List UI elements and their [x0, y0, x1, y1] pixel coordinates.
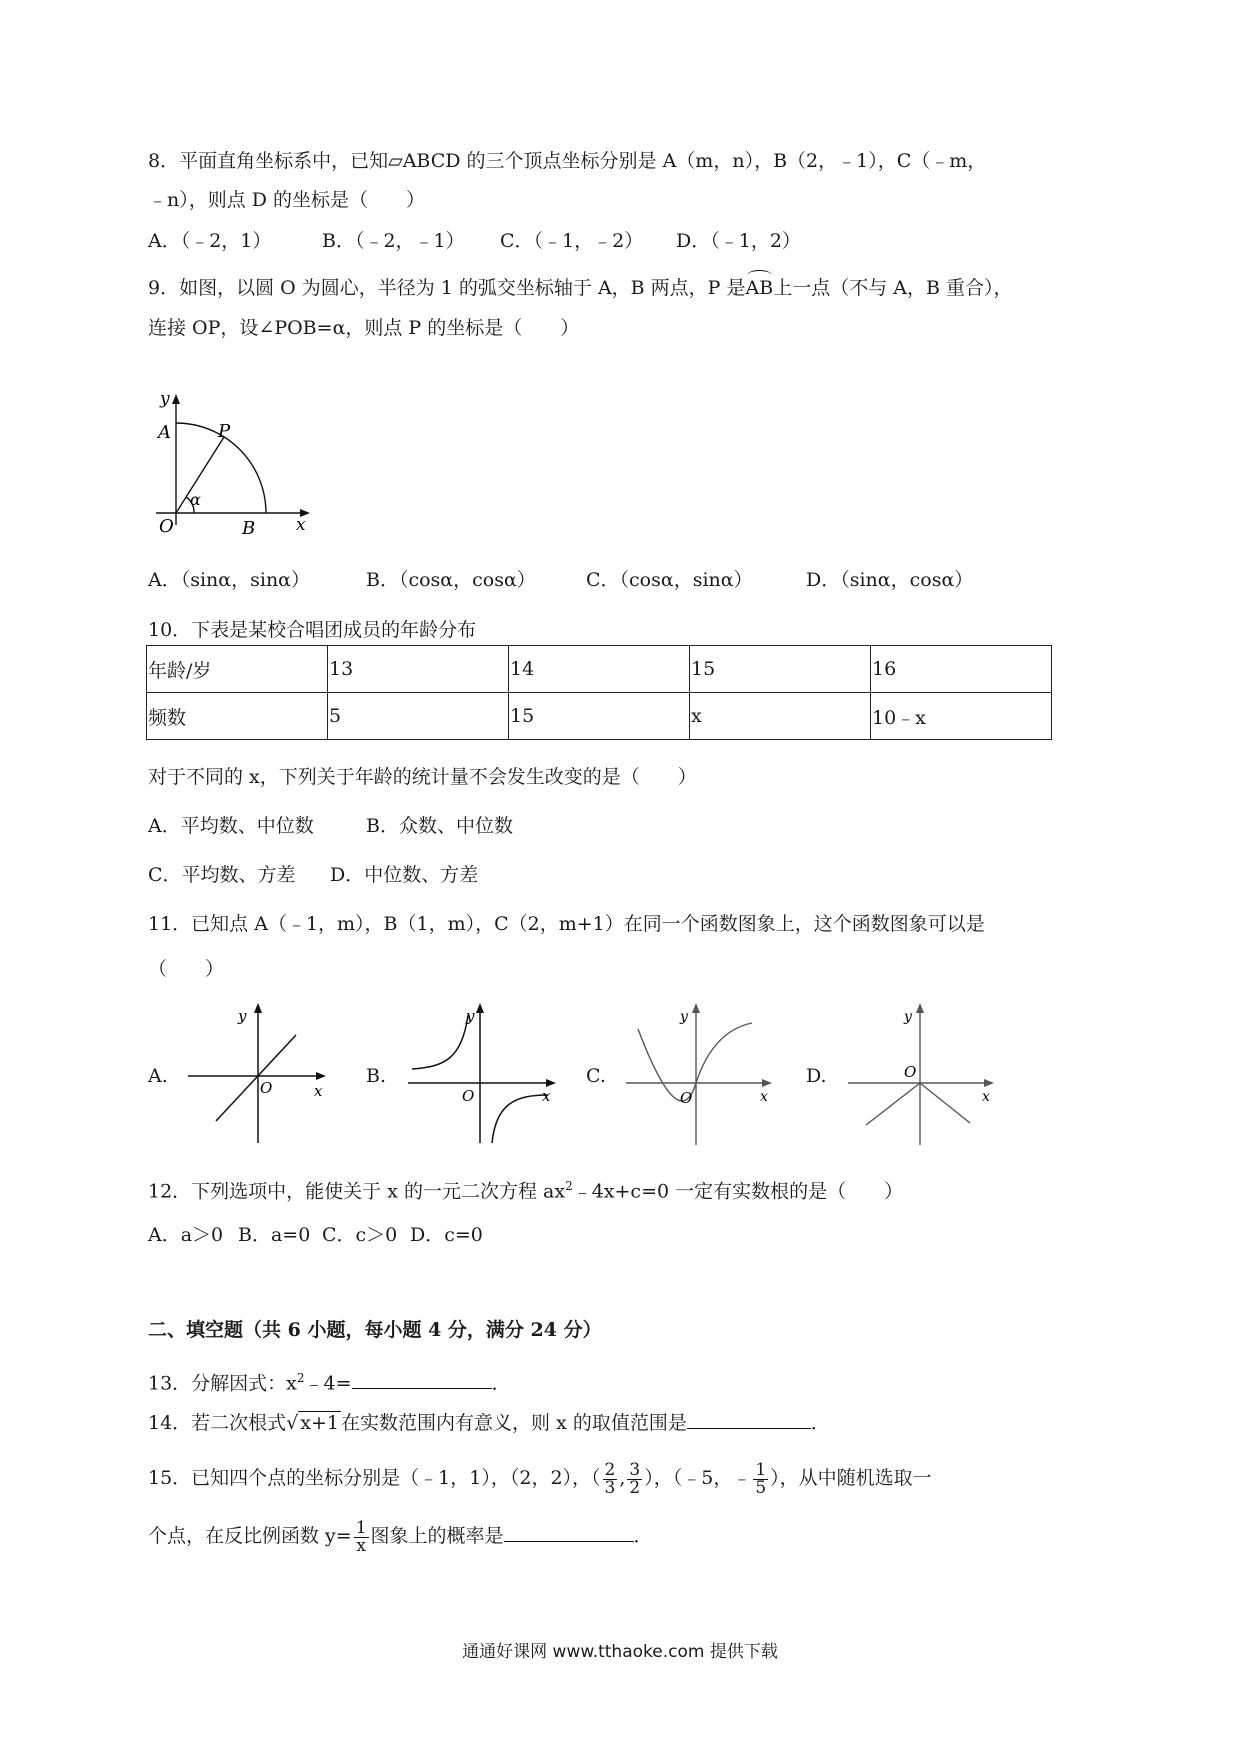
q10-option-d: D．中位数、方差 [330, 864, 479, 886]
q13-end: ． [491, 1372, 511, 1395]
table-cell: 10﹣x [871, 693, 1052, 740]
q9-line2: 连接 OP，设∠POB=α，则点 P 的坐标是（ ） [148, 317, 580, 339]
fraction-denominator: 3 [604, 1477, 616, 1498]
q9-line1-b: 上一点（不与 A，B 重合）， [773, 277, 1013, 299]
table-row [147, 646, 1052, 693]
table-cell: x [690, 693, 871, 740]
fraction-numerator: 3 [629, 1459, 641, 1480]
q9-fig-b-label: B [242, 518, 256, 539]
q9-option-c: C．（cosα，sinα） [586, 569, 753, 591]
q11d-y-label: y [904, 1009, 912, 1025]
q11-graph-b [404, 1003, 556, 1148]
table-cell: 频数 [147, 693, 328, 740]
q8-line2: ﹣n），则点 D 的坐标是（ ） [148, 189, 426, 211]
fraction-2-3 [603, 1459, 618, 1498]
q10-option-a: A．平均数、中位数 [148, 815, 314, 837]
q11-graph-d [844, 1003, 994, 1148]
q10-line1: 10．下表是某校合唱团成员的年龄分布 [148, 619, 477, 641]
q13-text-a: 13．分解因式：x [148, 1372, 297, 1395]
q9-option-d: D．（sinα，cosα） [806, 569, 974, 591]
q13-answer-blank[interactable] [352, 1370, 492, 1389]
q15-line2-a: 个点，在反比例函数 y= [148, 1525, 352, 1547]
page-footer: 通通好课网 www.tthaoke.com 提供下载 [462, 1642, 778, 1662]
sqrt-symbol: √ x+1 [286, 1412, 340, 1434]
q9-figure [146, 390, 316, 540]
q11c-x-label: x [760, 1089, 768, 1105]
q11-graph-a [186, 1003, 326, 1148]
q15-comma: , [619, 1467, 626, 1489]
table-cell: 5 [328, 693, 509, 740]
q11-option-a: A. [148, 1065, 168, 1087]
q11-line1: 11．已知点 A（﹣1，m），B（1，m），C（2，m+1）在同一个函数图象上，这个函数图象可以是 [148, 913, 985, 935]
q8-option-d: D．（﹣1，2） [676, 230, 801, 252]
q13-exponent: 2 [296, 1371, 305, 1385]
q15-answer-blank[interactable] [504, 1523, 634, 1542]
q9-option-a: A．（sinα，sinα） [148, 569, 311, 591]
q9-line1-a: 9．如图，以圆 O 为圆心，半径为 1 的弧交坐标轴于 A，B 两点，P 是 [148, 277, 746, 299]
q10-line2: 对于不同的 x，下列关于年龄的统计量不会发生改变的是（ ） [148, 766, 697, 788]
q12-option-c: C．c＞0 [322, 1224, 398, 1246]
q12-option-a: A．a＞0 [148, 1224, 224, 1246]
arc-ab-symbol: AB [745, 277, 774, 299]
q10-option-c: C．平均数、方差 [148, 864, 296, 886]
fraction-denominator: 5 [755, 1477, 767, 1498]
q9-fig-a-label: A [158, 422, 171, 443]
table-row [147, 693, 1052, 740]
q11-option-b: B. [366, 1065, 387, 1087]
q15-end: ． [633, 1525, 653, 1547]
q9-fig-y-label: y [160, 390, 170, 409]
fraction-numerator: 1 [355, 1517, 367, 1538]
q11a-origin-label: O [260, 1079, 273, 1097]
age-distribution-table [146, 645, 1052, 740]
q8-option-a: A．（﹣2，1） [148, 230, 272, 252]
table-cell: 14 [509, 646, 690, 693]
section-2-heading: 二、填空题（共 6 小题，每小题 4 分，满分 24 分） [148, 1319, 602, 1341]
q12-option-d: D．c=0 [410, 1224, 483, 1246]
q11-option-d: D. [806, 1065, 827, 1087]
q11-line2: （ ） [148, 958, 225, 980]
table-cell: 年龄/岁 [147, 646, 328, 693]
q13-line [148, 1366, 511, 1395]
q8-line1: 8．平面直角坐标系中，已知▱ABCD 的三个顶点坐标分别是 A（m，n），B（2，﹣1），C（﹣m， [148, 150, 987, 172]
fraction-3-2 [627, 1459, 642, 1498]
q15-line1-a: 15．已知四个点的坐标分别是（﹣1，1），（2，2），（ [148, 1467, 601, 1489]
q8-option-b: B．（﹣2，﹣1） [322, 230, 465, 252]
q11-graph-c [624, 1003, 774, 1148]
table-cell: 15 [690, 646, 871, 693]
q12-line1 [148, 1174, 903, 1203]
q11c-y-label: y [680, 1009, 688, 1025]
fraction-1-x [354, 1517, 369, 1556]
q9-fig-p-label: P [218, 421, 231, 442]
q14-radicand: x+1 [300, 1412, 340, 1434]
q14-end: ． [810, 1412, 830, 1434]
q11b-y-label: y [466, 1007, 475, 1025]
q11-option-c: C. [586, 1065, 606, 1087]
q14-answer-blank[interactable] [687, 1410, 811, 1429]
q10-option-b: B．众数、中位数 [366, 815, 513, 837]
q11d-x-label: x [982, 1089, 990, 1105]
q12-line1-a: 12．下列选项中，能使关于 x 的一元二次方程 ax [148, 1180, 566, 1203]
q11b-x-label: x [542, 1087, 551, 1105]
q9-fig-alpha-label: α [190, 490, 201, 509]
fraction-numerator: 2 [604, 1459, 616, 1480]
table-cell: 16 [871, 646, 1052, 693]
table-cell: 15 [509, 693, 690, 740]
q8-option-c: C．（﹣1，﹣2） [500, 230, 644, 252]
q14-text-b: 在实数范围内有意义，则 x 的取值范围是 [341, 1412, 687, 1434]
q14-line [148, 1410, 830, 1435]
q14-text-a: 14．若二次根式 [148, 1412, 287, 1434]
q12-exponent: 2 [565, 1179, 573, 1193]
q15-line1 [148, 1458, 932, 1498]
table-cell: 13 [328, 646, 509, 693]
q11b-origin-label: O [462, 1087, 475, 1105]
q11d-origin-label: O [904, 1063, 917, 1081]
q15-line2-b: 图象上的概率是 [370, 1525, 504, 1547]
q13-text-b: ﹣4= [304, 1372, 352, 1395]
q9-line1 [148, 276, 1012, 300]
q12-option-b: B．a=0 [238, 1224, 311, 1246]
fraction-denominator: 2 [629, 1477, 641, 1498]
q15-line1-c: ），从中随机选取一 [770, 1467, 932, 1489]
fraction-numerator: 1 [755, 1459, 767, 1480]
q15-line2 [148, 1516, 653, 1556]
q12-line1-b: ﹣4x+c=0 一定有实数根的是（ ） [572, 1180, 904, 1203]
q11a-x-label: x [314, 1082, 323, 1100]
q15-line1-b: ），（﹣5，﹣ [644, 1467, 752, 1489]
fraction-denominator: x [356, 1535, 366, 1556]
fraction-1-5 [753, 1459, 768, 1498]
q9-option-b: B．（cosα，cosα） [366, 569, 536, 591]
q11c-origin-label: O [680, 1089, 693, 1107]
q9-fig-o-label: O [159, 516, 174, 537]
q11a-y-label: y [238, 1007, 247, 1025]
q9-fig-x-label: x [296, 515, 306, 535]
